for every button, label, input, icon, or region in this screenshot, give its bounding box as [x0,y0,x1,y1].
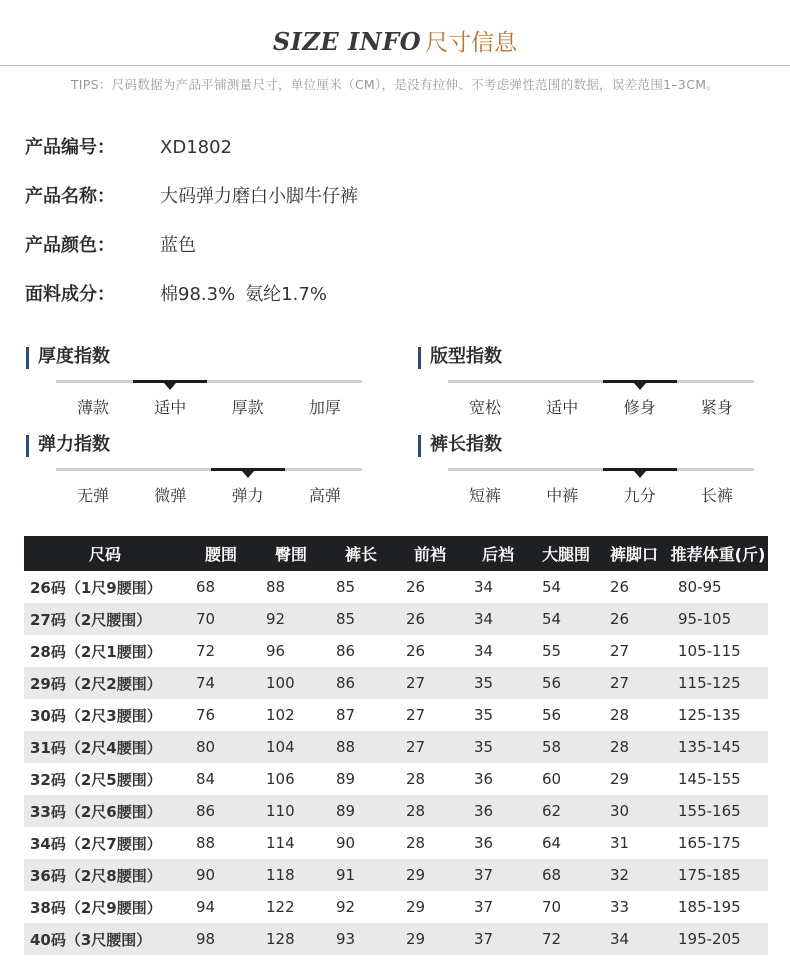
cell-hip: 88 [266,578,286,596]
header-hip: 臀围 [256,536,326,571]
cell-front-rise: 26 [396,603,464,635]
size-table-header-row [24,536,768,571]
cell-back-rise: 34 [474,642,494,660]
product-color-row [25,231,196,257]
cell-recommended-weight: 175-185 [668,859,768,891]
cell-waist: 90 [186,859,256,891]
thickness-index [26,347,366,427]
cell-thigh: 55 [542,642,562,660]
header-waist: 腰围 [186,536,256,571]
length-option: 中裤 [546,486,579,505]
fit-option: 紧身 [700,398,733,417]
cell-recommended-weight: 105-115 [678,642,741,660]
stretch-option: 微弹 [154,486,187,505]
cell-thigh: 56 [542,706,562,724]
cell-leg-opening: 32 [600,859,668,891]
length-option: 九分 [623,486,656,505]
cell-back-rise: 34 [464,603,532,635]
cell-waist: 80 [186,731,256,763]
cell-back-rise: 34 [474,578,494,596]
cell-back-rise: 35 [464,731,532,763]
table-row [24,667,768,699]
stretch-option: 无弹 [76,486,109,505]
cell-hip: 114 [266,834,295,852]
cell-leg-opening: 31 [610,834,630,852]
cell-length: 86 [336,642,356,660]
cell-length: 88 [326,731,396,763]
cell-back-rise: 35 [464,667,532,699]
cell-size: 38码（2尺9腰围） [30,898,162,917]
length-option: 长裤 [700,486,733,505]
cell-back-rise: 36 [474,770,494,788]
cell-front-rise: 29 [396,859,464,891]
cell-recommended-weight: 80-95 [678,578,722,596]
length-index-marker [603,468,677,471]
cell-waist: 84 [196,770,216,788]
page-header [0,24,790,54]
stretch-option: 高弹 [308,486,341,505]
header-divider [0,65,790,66]
product-name-label: 产品名称： [25,186,115,207]
cell-hip: 118 [256,859,326,891]
cell-waist: 98 [186,923,256,955]
fit-option: 宽松 [468,398,501,417]
marker-triangle-icon [634,383,646,390]
fit-option: 适中 [546,398,579,417]
cell-size: 30码（2尺3腰围） [30,706,162,725]
fit-index-track [448,380,754,383]
marker-triangle-icon [164,383,176,390]
cell-back-rise: 37 [464,923,532,955]
header-back-rise: 后裆 [464,536,532,571]
cell-thigh: 60 [542,770,562,788]
cell-waist: 74 [186,667,256,699]
cell-waist: 76 [196,706,216,724]
product-fabric-row [25,280,327,306]
product-name-value: 大码弹力磨白小脚牛仔裤 [160,186,358,207]
cell-front-rise: 28 [406,834,426,852]
cell-size: 27码（2尺腰围） [24,603,186,635]
cell-thigh: 72 [532,923,600,955]
cell-size: 26码（1尺9腰围） [30,578,162,597]
cell-length: 85 [336,578,356,596]
table-row [24,827,768,859]
cell-waist: 68 [196,578,216,596]
cell-front-rise: 26 [406,642,426,660]
stretch-option: 弹力 [231,486,264,505]
table-row [24,731,768,763]
stretch-index-track [56,468,362,471]
cell-leg-opening: 28 [600,731,668,763]
product-code-row [25,133,232,159]
marker-triangle-icon [634,471,646,478]
length-index-title: 裤长指数 [418,435,502,457]
cell-recommended-weight: 135-145 [668,731,768,763]
header-size: 尺码 [24,536,186,571]
cell-front-rise: 27 [396,731,464,763]
fit-index [418,347,758,427]
length-index [418,435,758,515]
cell-front-rise: 27 [396,667,464,699]
thickness-option: 加厚 [308,398,341,417]
fit-index-marker [603,380,677,383]
thickness-index-track [56,380,362,383]
cell-size: 36码（2尺8腰围） [24,859,186,891]
cell-recommended-weight: 145-155 [678,770,741,788]
size-table [24,536,768,955]
cell-thigh: 58 [532,731,600,763]
title-cn: 尺寸信息 [425,30,518,56]
table-row [24,635,768,667]
cell-size: 28码（2尺1腰围） [30,642,162,661]
cell-hip: 92 [256,603,326,635]
cell-length: 93 [326,923,396,955]
table-row [24,923,768,955]
cell-size: 40码（3尺腰围） [24,923,186,955]
stretch-index-title: 弹力指数 [26,435,110,457]
thickness-index-title: 厚度指数 [26,347,110,369]
cell-length: 85 [326,603,396,635]
header-front-rise: 前裆 [396,536,464,571]
thickness-option: 厚款 [231,398,264,417]
table-row [24,795,768,827]
cell-hip: 96 [266,642,286,660]
cell-leg-opening: 34 [600,923,668,955]
cell-back-rise: 36 [464,795,532,827]
cell-thigh: 54 [532,603,600,635]
cell-back-rise: 37 [464,859,532,891]
cell-front-rise: 27 [406,706,426,724]
thickness-option: 适中 [154,398,187,417]
cell-thigh: 70 [542,898,562,916]
cell-leg-opening: 28 [610,706,630,724]
product-color-label: 产品颜色： [25,235,115,256]
cell-hip: 122 [266,898,295,916]
cell-recommended-weight: 95-105 [668,603,768,635]
cell-waist: 94 [196,898,216,916]
cell-leg-opening: 27 [610,642,630,660]
cell-hip: 128 [256,923,326,955]
cell-leg-opening: 26 [610,578,630,596]
cell-size: 29码（2尺2腰围） [24,667,186,699]
cell-front-rise: 28 [406,770,426,788]
cell-length: 89 [326,795,396,827]
cell-leg-opening: 29 [610,770,630,788]
cell-back-rise: 35 [474,706,494,724]
cell-leg-opening: 30 [600,795,668,827]
header-thigh: 大腿围 [532,536,600,571]
cell-hip: 106 [266,770,295,788]
header-recommended-weight: 推荐体重(斤) [668,536,768,571]
cell-leg-opening: 27 [600,667,668,699]
tips-text: TIPS：尺码数据为产品平铺测量尺寸，单位厘米（CM），是没有拉伸、不考虑弹性范围的数据，误差范围1–3CM。 [70,77,720,92]
stretch-index-marker [211,468,285,471]
title-en: SIZE INFO [272,27,422,56]
cell-recommended-weight: 155-165 [668,795,768,827]
cell-length: 91 [326,859,396,891]
cell-length: 89 [336,770,356,788]
product-fabric-label: 面料成分： [25,284,115,305]
cell-size: 31码（2尺4腰围） [24,731,186,763]
product-name-row [25,182,358,208]
cell-leg-opening: 33 [610,898,630,916]
table-row [24,763,768,795]
cell-length: 86 [326,667,396,699]
cell-waist: 88 [196,834,216,852]
cell-recommended-weight: 185-195 [678,898,741,916]
cell-hip: 100 [256,667,326,699]
cell-recommended-weight: 115-125 [668,667,768,699]
cell-thigh: 68 [532,859,600,891]
cell-back-rise: 36 [474,834,494,852]
cell-back-rise: 37 [474,898,494,916]
cell-size: 32码（2尺5腰围） [30,770,162,789]
cell-thigh: 56 [532,667,600,699]
cell-length: 90 [336,834,356,852]
cell-size: 34码（2尺7腰围） [30,834,162,853]
length-option: 短裤 [468,486,501,505]
cell-hip: 102 [266,706,295,724]
table-row [24,859,768,891]
header-length: 裤长 [326,536,396,571]
cell-recommended-weight: 125-135 [678,706,741,724]
product-fabric-cotton: 棉98.3% [160,284,236,305]
cell-front-rise: 29 [406,898,426,916]
cell-leg-opening: 26 [600,603,668,635]
thickness-index-marker [133,380,207,383]
cell-recommended-weight: 165-175 [678,834,741,852]
cell-length: 92 [336,898,356,916]
fit-option: 修身 [623,398,656,417]
product-color-value: 蓝色 [160,235,196,256]
cell-hip: 104 [256,731,326,763]
cell-front-rise: 28 [396,795,464,827]
cell-thigh: 54 [542,578,562,596]
cell-thigh: 64 [542,834,562,852]
table-row [24,603,768,635]
table-row [24,891,768,923]
cell-front-rise: 26 [406,578,426,596]
cell-size: 33码（2尺6腰围） [24,795,186,827]
product-code-label: 产品编号： [25,137,115,158]
fit-index-title: 版型指数 [418,347,502,369]
product-fabric-spandex: 氨纶1.7% [245,284,327,305]
table-row [24,699,768,731]
cell-waist: 86 [186,795,256,827]
product-code-value: XD1802 [160,137,232,158]
cell-waist: 72 [196,642,216,660]
cell-length: 87 [336,706,356,724]
length-index-track [448,468,754,471]
cell-hip: 110 [256,795,326,827]
cell-front-rise: 29 [396,923,464,955]
cell-recommended-weight: 195-205 [668,923,768,955]
thickness-option: 薄款 [76,398,109,417]
table-row [24,571,768,603]
header-leg-opening: 裤脚口 [600,536,668,571]
cell-waist: 70 [186,603,256,635]
marker-triangle-icon [242,471,254,478]
cell-thigh: 62 [532,795,600,827]
stretch-index [26,435,366,515]
